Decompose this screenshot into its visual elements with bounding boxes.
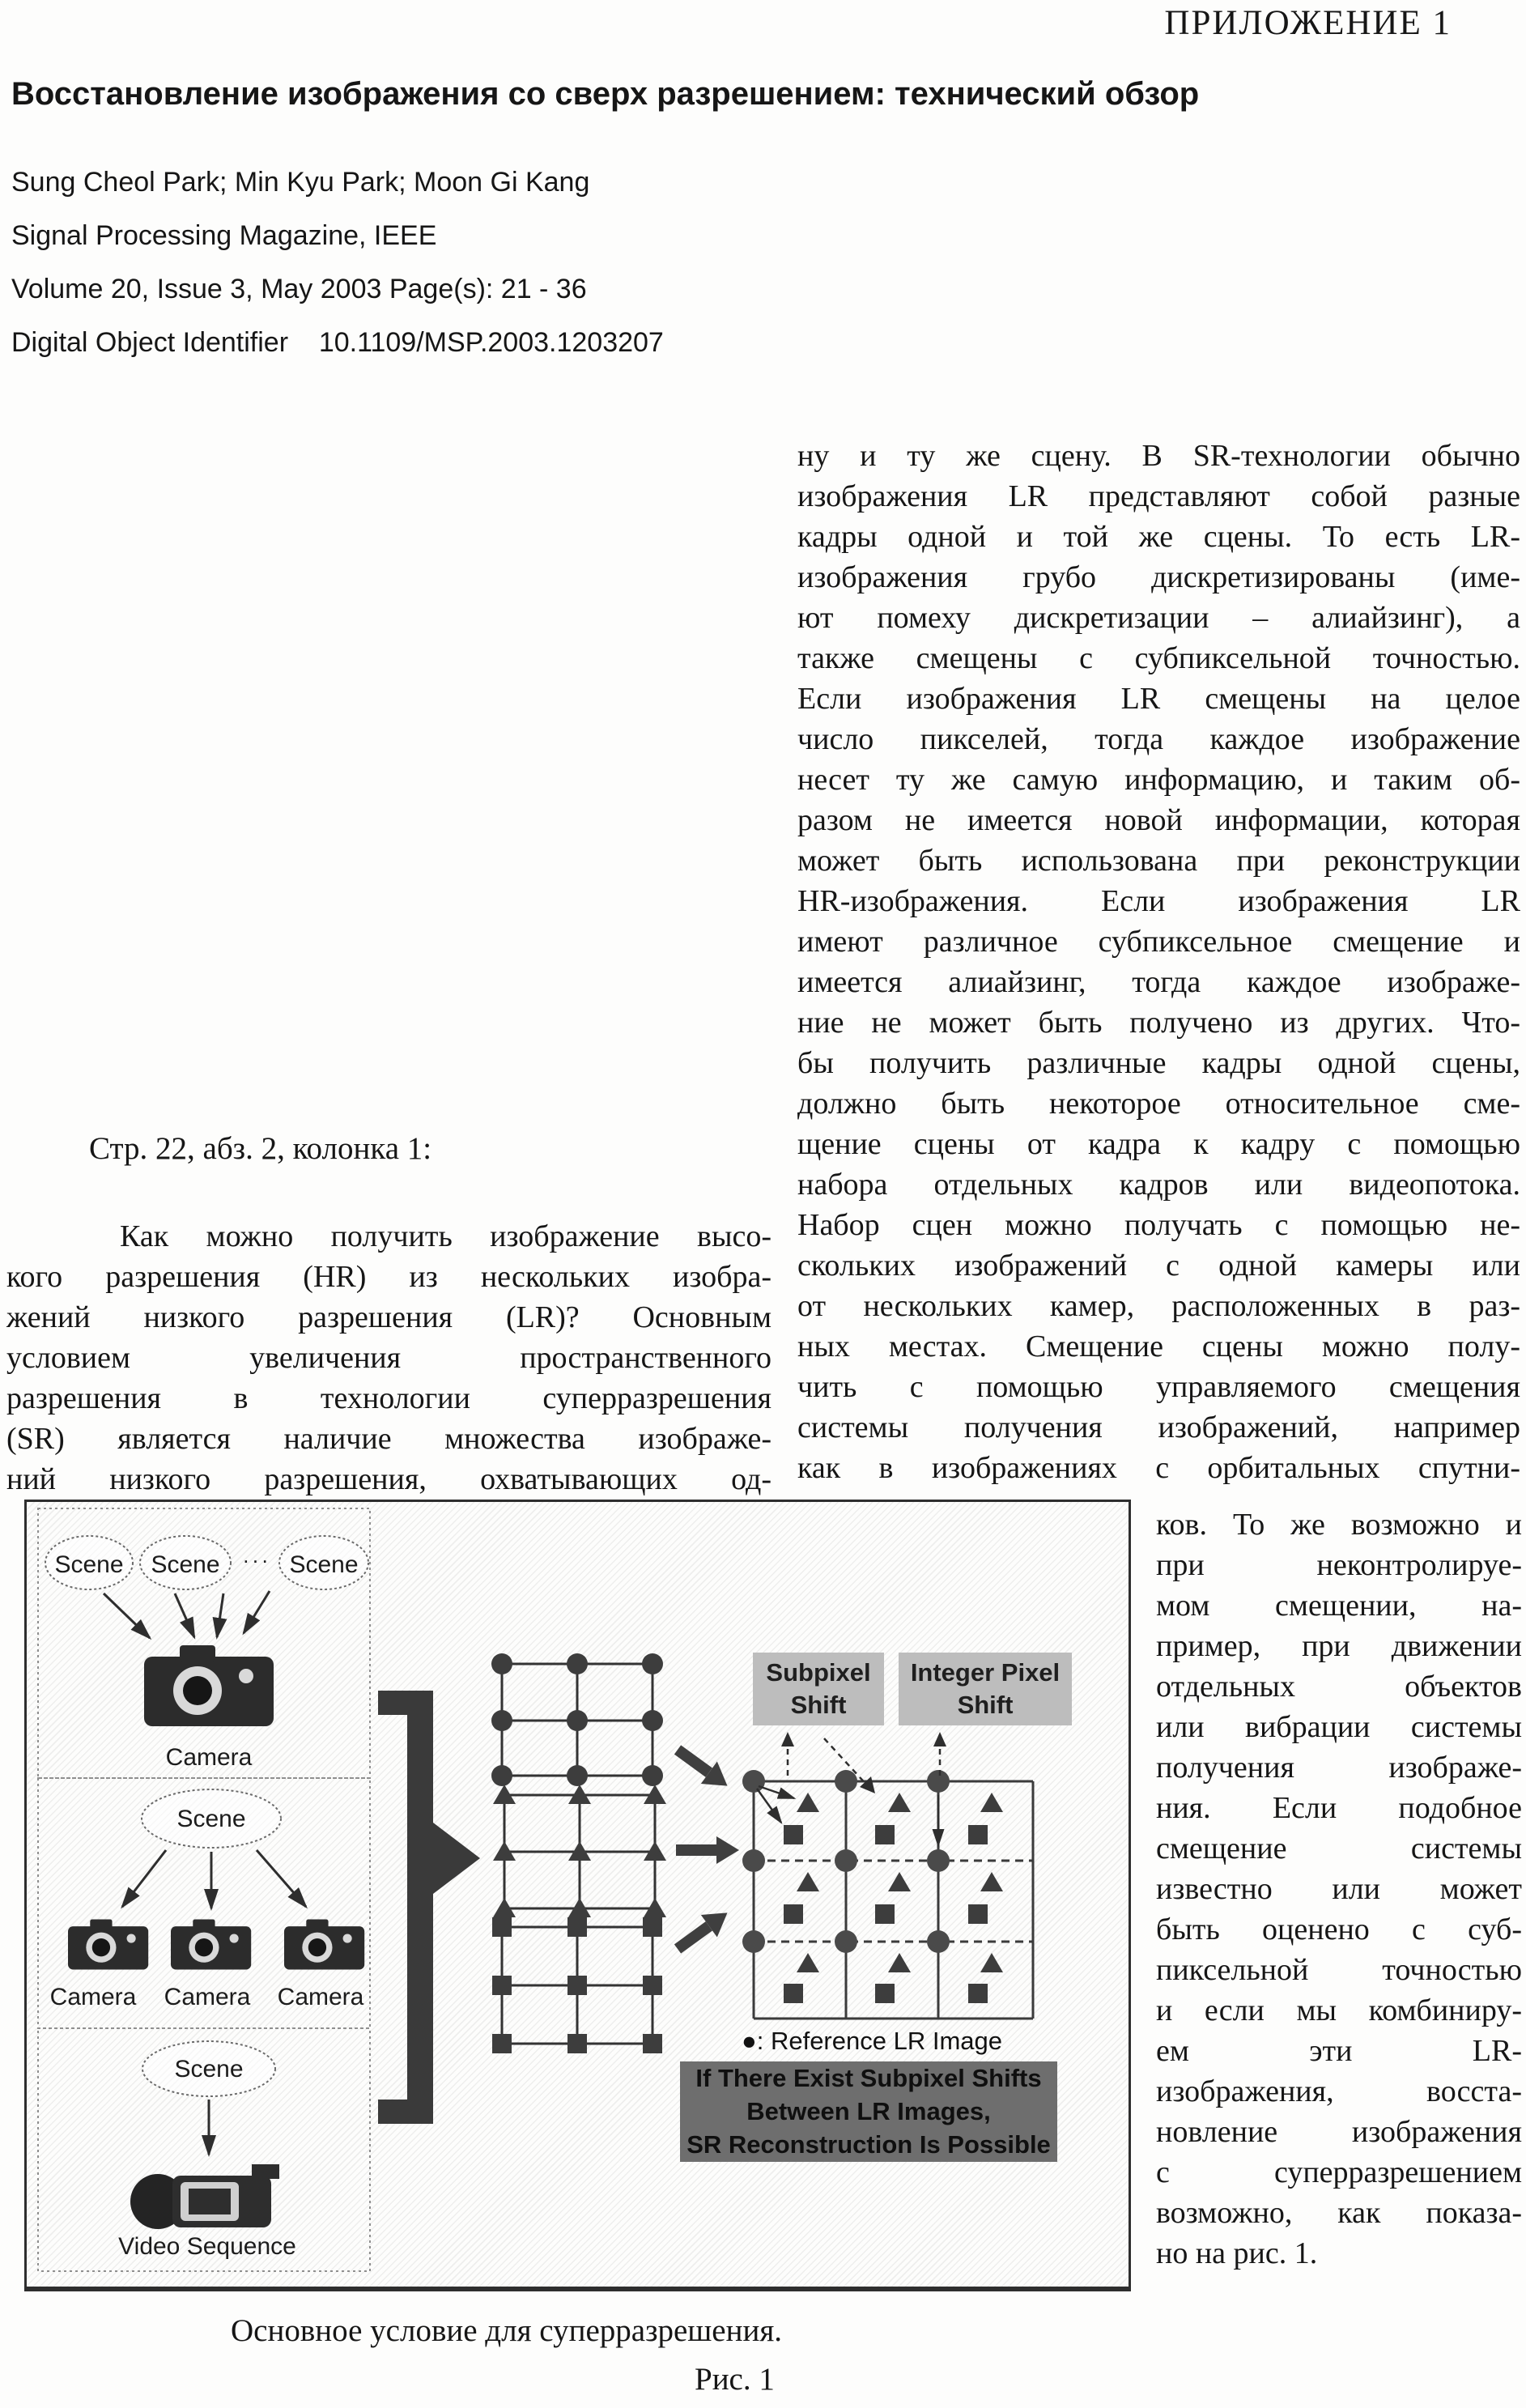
citation-block <box>11 155 664 369</box>
shift-label-arrows <box>788 1738 940 1787</box>
shift-label-arrowheads <box>781 1732 946 1793</box>
camera-icon <box>144 1645 274 1726</box>
subpixel-shift-label: Subpixel Shift <box>753 1653 884 1725</box>
figure-1 <box>24 1500 1131 2291</box>
big-right-arrow <box>378 1691 480 2124</box>
camera-icon <box>284 1919 364 1969</box>
scene-label: Scene <box>174 2056 244 2083</box>
reference-lr-legend: ●: Reference LR Image <box>742 2027 1002 2055</box>
document-title: Восстановление изображения со сверх разрешением: технический обзор <box>11 76 1200 112</box>
lr-grid-squares <box>492 1917 662 2053</box>
camera-label: Camera <box>165 1744 253 1771</box>
camera-icon <box>171 1919 251 1969</box>
scene-label: Scene <box>151 1551 220 1578</box>
camera-label: Camera <box>164 1984 251 2010</box>
video-sequence-label: Video Sequence <box>118 2233 296 2260</box>
ellipsis-dots: ··· <box>242 1547 271 1572</box>
lr-grid-triangles <box>493 1785 666 1917</box>
integer-pixel-shift-label: Integer Pixel Shift <box>899 1653 1072 1725</box>
camera-label: Camera <box>277 1984 364 2010</box>
authors-line: Sung Cheol Park; Min Kyu Park; Moon Gi Kang <box>11 167 590 198</box>
scene-label: Scene <box>54 1551 124 1578</box>
camera-label: Camera <box>49 1984 137 2010</box>
figure-diagram <box>27 1502 1129 2287</box>
sr-condition-note: If There Exist Subpixel Shifts Between LR Images, SR Reconstruction Is Possible <box>680 2061 1057 2162</box>
right-column-text: ну и ту же сцену. В SR-технологии обычно изображения LR представляют собой разные кадры одной и той же сцены. То есть LR- изображения грубо дискретизированы (име- ют помеху дискретизации – алиайзинг), а также смещены с субпиксельной точностью. Если изображения LR смещены на целое число пикселей, тогда каждое изображение несет ту же самую информацию, и таким об- разом не имеется новой информации, которая может быть использована при реконструкции HR-изображения. Если изображения LR имеют различное субпиксельное смещение и имеется алиайзинг, тогда каждое изображе- ние не может быть получено из других. Что- бы получить различные кадры одной сцены, должно быть некоторое относительное сме- щение сцены от кадра к кадру с помощью набора отдельных кадров или видеопотока. Набор сцен можно получать с помощью не- скольких изображений с одной камеры или от нескольких камер, расположенных в раз- ных местах. Смещение сцены можно полу- чить с помощью управляемого смещения системы получения изображений, например как в изображениях с орбитальных спутни- <box>797 439 1520 1485</box>
doi-line: Digital Object Identifier 10.1109/MSP.2003.1203207 <box>11 327 664 358</box>
journal-line: Signal Processing Magazine, IEEE <box>11 220 437 251</box>
hr-sampling-grid <box>742 1770 1033 2019</box>
mapping-arrows <box>669 1738 739 1960</box>
camera-icon <box>68 1919 148 1969</box>
source-reference-line: Стр. 22, абз. 2, колонка 1: <box>89 1131 432 1166</box>
video-camera-icon <box>130 2164 279 2229</box>
figure-number: Рис. 1 <box>695 2362 775 2397</box>
scene-label: Scene <box>289 1551 359 1578</box>
scene-label: Scene <box>176 1806 246 1832</box>
left-column-paragraph: Как можно получить изображение высо- кого разрешения (HR) из нескольких изобра- жений низкого разрешения (LR)? Основным условием увеличения пространственного разрешения в технологии суперразрешения (SR) является наличие множества изображе- ний низкого разрешения, охватывающих од- <box>6 1219 772 1496</box>
appendix-label: ПРИЛОЖЕНИЕ 1 <box>1164 4 1452 42</box>
right-column-narrow-text: ков. То же возможно и при неконтролируе- мом смещении, на- пример, при движении отдельных объектов или вибрации системы получения изображе- ния. Если подобное смещение системы известно или может быть оценено с суб- пиксельной точностью и если мы комбиниру- ем эти LR- изображения, восста- новление изображения с суперразрешением возможно, как показа- но на рис. 1. <box>1156 1508 1522 2270</box>
volume-line: Volume 20, Issue 3, May 2003 Page(s): 21 - 36 <box>11 274 587 304</box>
lr-grid-circles <box>491 1653 663 1786</box>
figure-caption: Основное условие для суперразрешения. <box>231 2313 783 2348</box>
left-panel-frames <box>38 1508 370 2271</box>
